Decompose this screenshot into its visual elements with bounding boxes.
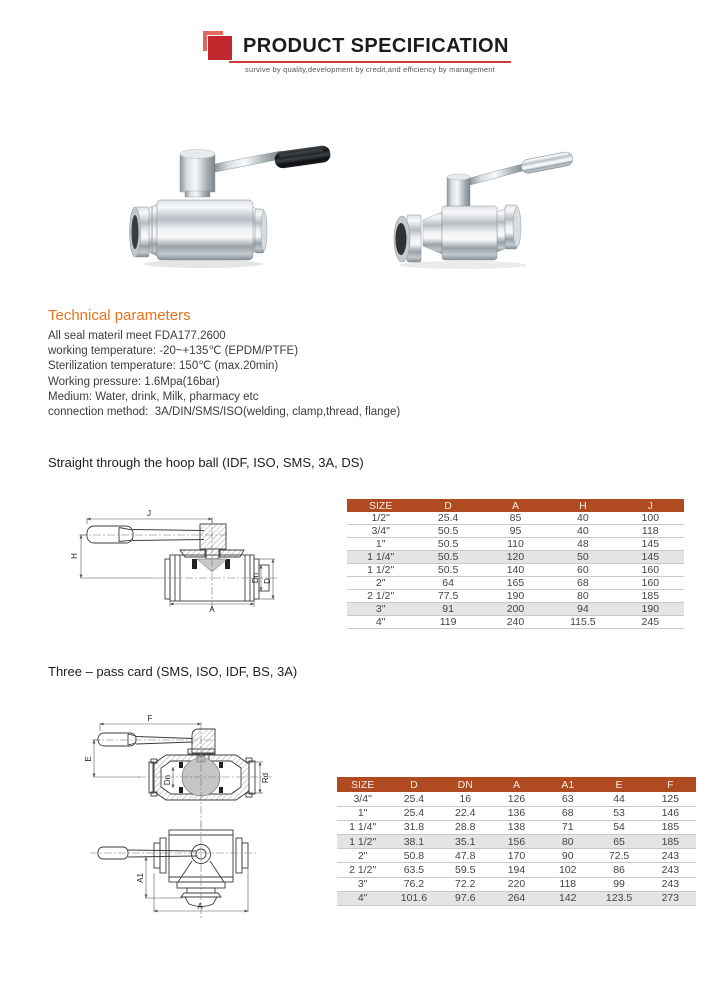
column-header: J [617, 499, 684, 512]
ball-valve-photo-right [385, 148, 625, 273]
table-cell: 2" [337, 849, 388, 863]
table-cell: 264 [491, 891, 542, 905]
table-row [347, 603, 684, 616]
column-header: E [593, 777, 644, 792]
table-cell: 200 [482, 603, 549, 616]
valve-body-right [394, 151, 574, 269]
title-underline [229, 61, 511, 63]
table-cell: 1" [337, 806, 388, 820]
dim-label-a1: A1 [136, 873, 145, 883]
table-cell: 185 [617, 590, 684, 603]
table-cell: 90 [542, 849, 593, 863]
table-cell: 64 [414, 577, 481, 590]
table-cell: 53 [593, 806, 644, 820]
column-header: D [414, 499, 481, 512]
table-cell: 4" [337, 891, 388, 905]
column-header: SIZE [347, 499, 414, 512]
table-cell: 44 [593, 792, 644, 806]
table-cell: 185 [645, 835, 696, 849]
table-cell: 220 [491, 877, 542, 891]
table-cell: 50.5 [414, 525, 481, 538]
table-row [347, 525, 684, 538]
spec-line: Medium: Water, drink, Milk, pharmacy etc [48, 390, 259, 403]
dim-label-dn: Dn [163, 774, 172, 786]
table-cell: 160 [617, 577, 684, 590]
table-row [347, 577, 684, 590]
dim-label-e: E [84, 756, 93, 762]
table-cell: 25.4 [388, 806, 439, 820]
table-cell: 28.8 [440, 820, 491, 834]
table-cell: 50.5 [414, 538, 481, 551]
table-cell: 185 [645, 820, 696, 834]
column-header: F [645, 777, 696, 792]
table-cell: 95 [482, 525, 549, 538]
table-cell: 115.5 [549, 616, 616, 629]
table-cell: 40 [549, 512, 616, 525]
table-cell: 138 [491, 820, 542, 834]
valve-outline [98, 729, 255, 800]
table-cell: 146 [645, 806, 696, 820]
spec-line: working temperature: -20~+135℃ (EPDM/PTFE) [48, 345, 299, 358]
table-cell: 3/4" [347, 525, 414, 538]
table-row [337, 792, 696, 806]
table-cell: 243 [645, 849, 696, 863]
table-cell: 156 [491, 835, 542, 849]
column-header: D [388, 777, 439, 792]
table-cell: 63.5 [388, 863, 439, 877]
table-cell: 142 [542, 891, 593, 905]
table-row [347, 564, 684, 577]
table-cell: 3" [347, 603, 414, 616]
table-cell: 2" [347, 577, 414, 590]
table-cell: 125 [645, 792, 696, 806]
table-cell: 99 [593, 877, 644, 891]
table-cell: 160 [617, 564, 684, 577]
dim-label-a: A [197, 902, 203, 911]
table-header-row [347, 499, 684, 512]
spec-line: Working pressure: 1.6Mpa(16bar) [48, 375, 220, 388]
table-cell: 68 [549, 577, 616, 590]
table-cell: 72.5 [593, 849, 644, 863]
logo-icon [208, 36, 232, 60]
table-cell: 85 [482, 512, 549, 525]
table-cell: 3/4" [337, 792, 388, 806]
table-cell: 1" [347, 538, 414, 551]
table-cell: 60 [549, 564, 616, 577]
column-header: A [482, 499, 549, 512]
table-row [347, 551, 684, 564]
table-cell: 76.2 [388, 877, 439, 891]
spec-line: connection method: 3A/DIN/SMS/ISO(welding, clamp,thread, flange) [48, 406, 401, 419]
table-cell: 50.5 [414, 551, 481, 564]
table-cell: 63 [542, 792, 593, 806]
table-row [337, 820, 696, 834]
table-cell: 273 [645, 891, 696, 905]
table-cell: 190 [617, 603, 684, 616]
table-cell: 1 1/4" [347, 551, 414, 564]
table-cell: 165 [482, 577, 549, 590]
table-cell: 145 [617, 551, 684, 564]
table-cell: 47.8 [440, 849, 491, 863]
table-cell: 126 [491, 792, 542, 806]
table-cell: 2 1/2" [347, 590, 414, 603]
technical-drawing-three-way-plan [78, 820, 336, 948]
table-cell: 72.2 [440, 877, 491, 891]
table-cell: 120 [482, 551, 549, 564]
table-cell: 48 [549, 538, 616, 551]
three-pass-dimensions-table [337, 777, 696, 906]
technical-drawing-straight-valve [57, 497, 337, 639]
table-cell: 50 [549, 551, 616, 564]
valve-outline [98, 830, 248, 907]
spec-line: Sterilization temperature: 150℃ (max.20min) [48, 360, 279, 373]
table-cell: 97.6 [440, 891, 491, 905]
column-header: A1 [542, 777, 593, 792]
dimension-lines [128, 857, 248, 912]
table-cell: 140 [482, 564, 549, 577]
dim-label-h: H [70, 553, 79, 559]
dim-label-a: A [209, 605, 215, 614]
table-cell: 243 [645, 877, 696, 891]
dimension-lines [80, 518, 275, 607]
table-cell: 4" [347, 616, 414, 629]
valve-body-left [130, 145, 332, 268]
table-cell: 190 [482, 590, 549, 603]
table-cell: 3" [337, 877, 388, 891]
table-cell: 110 [482, 538, 549, 551]
table-cell: 118 [542, 877, 593, 891]
table-cell: 1 1/2" [337, 835, 388, 849]
table-cell: 119 [414, 616, 481, 629]
table-cell: 25.4 [388, 792, 439, 806]
table-cell: 94 [549, 603, 616, 616]
table-cell: 91 [414, 603, 481, 616]
table-cell: 118 [617, 525, 684, 538]
table-cell: 22.4 [440, 806, 491, 820]
spec-line: All seal materil meet FDA177.2600 [48, 330, 226, 342]
column-header: A [491, 777, 542, 792]
table-row [337, 891, 696, 905]
table-cell: 243 [645, 863, 696, 877]
table-cell: 71 [542, 820, 593, 834]
table-cell: 101.6 [388, 891, 439, 905]
table-cell: 102 [542, 863, 593, 877]
table-cell: 86 [593, 863, 644, 877]
column-header: DN [440, 777, 491, 792]
table-row [337, 863, 696, 877]
table-cell: 25.4 [414, 512, 481, 525]
technical-drawing-three-way-front [78, 700, 336, 828]
technical-parameters-list [48, 329, 400, 420]
dim-label-f: F [147, 714, 153, 723]
table-cell: 16 [440, 792, 491, 806]
table-cell: 170 [491, 849, 542, 863]
technical-parameters-title: Technical parameters [48, 307, 191, 324]
table-cell: 68 [542, 806, 593, 820]
table-row [347, 512, 684, 525]
table-cell: 2 1/2" [337, 863, 388, 877]
section-title-three-pass: Three – pass card (SMS, ISO, IDF, BS, 3A) [48, 664, 298, 679]
table-cell: 100 [617, 512, 684, 525]
table-header-row [337, 777, 696, 792]
table-row [337, 806, 696, 820]
valve-outline [87, 524, 269, 601]
table-cell: 1/2" [347, 512, 414, 525]
table-cell: 50.8 [388, 849, 439, 863]
table-row [337, 877, 696, 891]
table-row [347, 616, 684, 629]
table-cell: 240 [482, 616, 549, 629]
table-cell: 38.1 [388, 835, 439, 849]
company-tagline: survive by quality,development by credit,and efficiency by management [245, 65, 495, 74]
table-cell: 54 [593, 820, 644, 834]
column-header: SIZE [337, 777, 388, 792]
centerlines [79, 517, 279, 609]
dim-label-dn: Dn [251, 572, 260, 584]
table-cell: 50.5 [414, 564, 481, 577]
dim-label-rd: Rd [261, 772, 270, 784]
straight-valve-dimensions-table [347, 499, 684, 629]
table-cell: 145 [617, 538, 684, 551]
table-cell: 80 [549, 590, 616, 603]
table-cell: 1 1/2" [347, 564, 414, 577]
table-cell: 31.8 [388, 820, 439, 834]
table-row [347, 590, 684, 603]
table-cell: 123.5 [593, 891, 644, 905]
dim-label-j: J [147, 509, 151, 518]
page-title: PRODUCT SPECIFICATION [243, 35, 509, 57]
table-cell: 136 [491, 806, 542, 820]
table-cell: 59.5 [440, 863, 491, 877]
table-cell: 245 [617, 616, 684, 629]
column-header: H [549, 499, 616, 512]
ball-valve-photo-left [115, 130, 340, 270]
table-row [337, 835, 696, 849]
table-cell: 65 [593, 835, 644, 849]
table-cell: 194 [491, 863, 542, 877]
table-cell: 40 [549, 525, 616, 538]
table-cell: 77.5 [414, 590, 481, 603]
table-cell: 35.1 [440, 835, 491, 849]
table-row [347, 538, 684, 551]
table-cell: 1 1/4" [337, 820, 388, 834]
dimension-labels [70, 509, 272, 614]
table-cell: 80 [542, 835, 593, 849]
dim-label-d: D [263, 578, 272, 584]
table-row [337, 849, 696, 863]
section-title-straight: Straight through the hoop ball (IDF, ISO, SMS, 3A, DS) [48, 455, 364, 470]
